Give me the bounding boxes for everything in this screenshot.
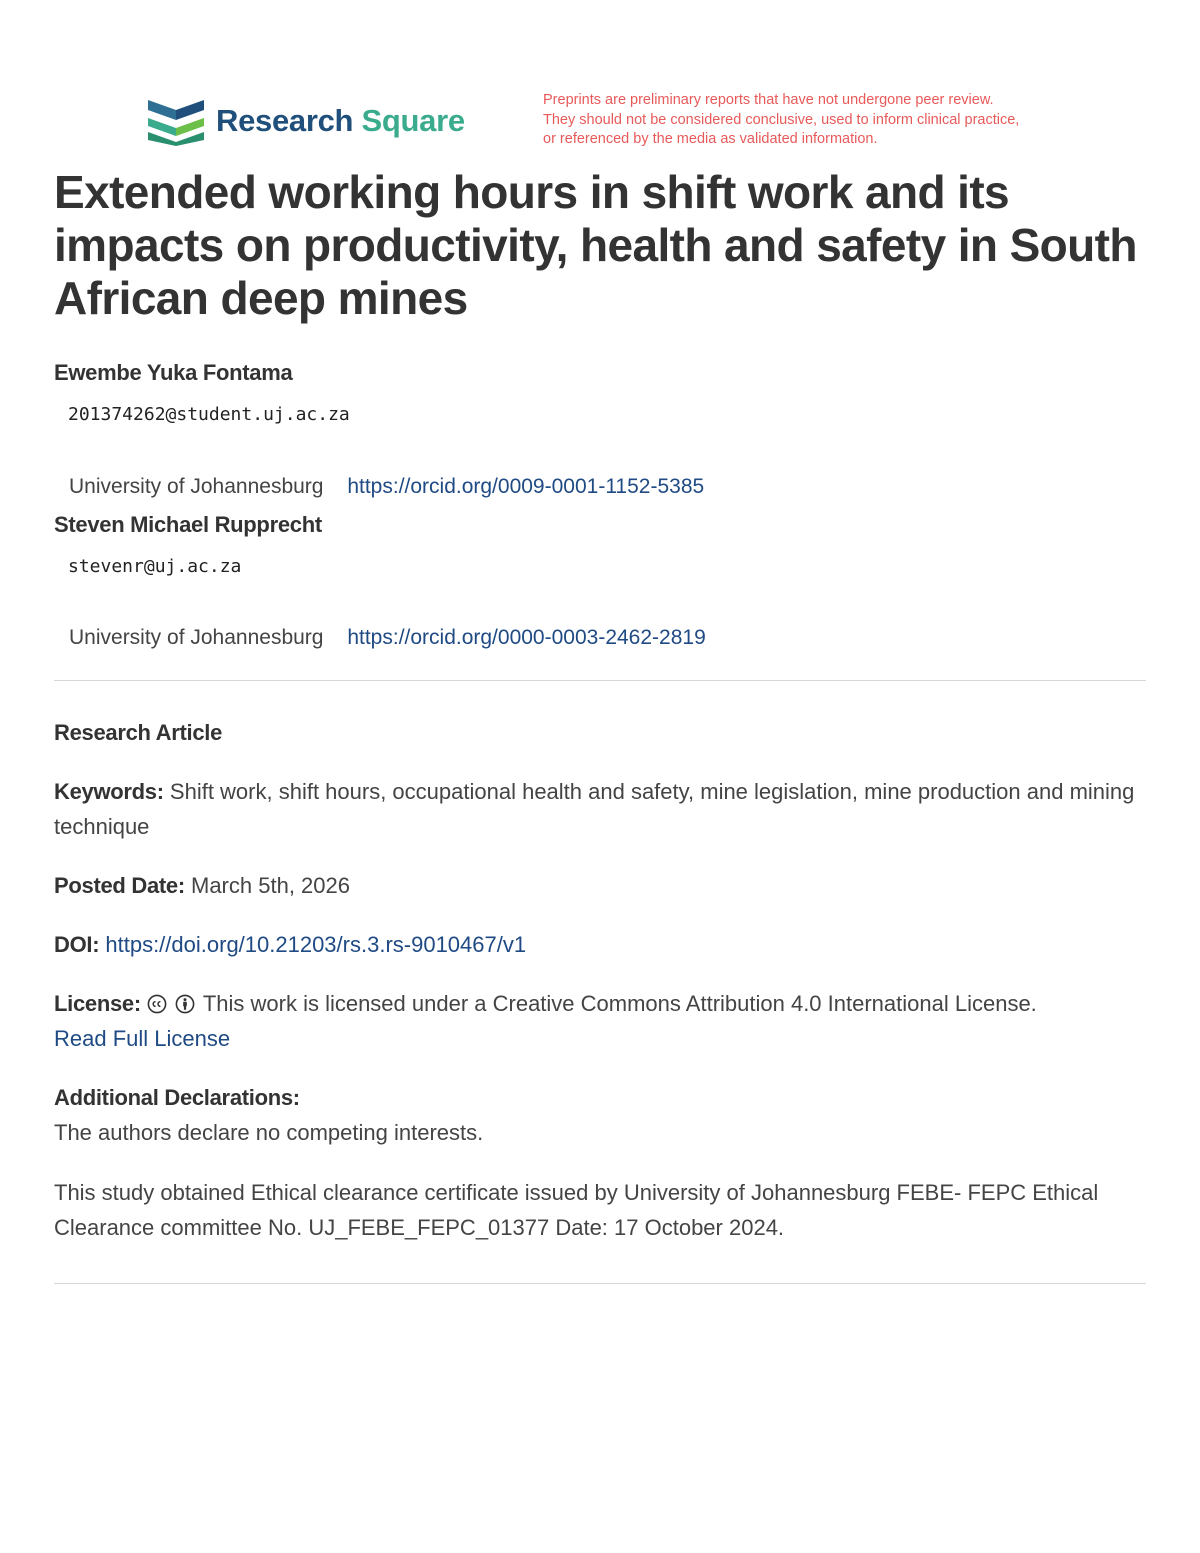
read-full-license-link[interactable]: Read Full License (54, 1026, 231, 1051)
cc-icon (147, 994, 167, 1014)
brand-word-square: Square (361, 103, 465, 138)
research-square-logo[interactable] (146, 96, 465, 146)
disclaimer-line: They should not be considered conclusive, used to inform clinical practice, (543, 111, 1020, 128)
author-affiliation (69, 475, 704, 499)
title-line: impacts on productivity, health and safety in South (54, 219, 1137, 271)
preprint-disclaimer (543, 91, 1103, 150)
disclaimer-line: or referenced by the media as validated information. (543, 131, 878, 147)
declaration-competing-interests: The authors declare no competing interests. (54, 1120, 484, 1145)
article-type-label: Research Article (54, 720, 223, 745)
disclaimer-line: Preprints are preliminary reports that have not undergone peer review. (543, 92, 994, 108)
affiliation-name: University of Johannesburg (69, 626, 324, 649)
author-affiliation (69, 626, 706, 650)
author-email[interactable]: 201374262@student.uj.ac.za (68, 404, 350, 425)
author-name: Ewembe Yuka Fontama (54, 360, 293, 385)
declarations-label: Additional Declarations: (54, 1085, 300, 1110)
license-label: License: (54, 991, 141, 1016)
doi (54, 927, 1146, 962)
section-divider (54, 1283, 1146, 1284)
brand-word-research: Research (216, 103, 354, 138)
additional-declarations (54, 1080, 1146, 1150)
section-divider (54, 680, 1146, 681)
affiliation-name: University of Johannesburg (69, 475, 324, 498)
orcid-link[interactable]: https://orcid.org/0000-0003-2462-2819 (347, 626, 706, 649)
keywords-label: Keywords: (54, 779, 164, 804)
doi-label: DOI: (54, 932, 100, 957)
keywords (54, 774, 1146, 844)
ethics-text: This study obtained Ethical clearance certificate issued by University of Johannesburg FEBE- FEPC Ethical Clearance committee No. UJ_FEBE_FEPC_01377 Date: 17 October 2024. (54, 1180, 1099, 1240)
research-square-logo-icon (146, 96, 206, 146)
posted-date-value: March 5th, 2026 (191, 873, 350, 898)
license (54, 986, 1146, 1056)
article-type (54, 715, 1146, 750)
page-header (0, 0, 1200, 160)
doi-link[interactable]: https://doi.org/10.21203/rs.3.rs-9010467/v1 (105, 932, 527, 957)
title-line: African deep mines (54, 272, 468, 324)
author-email[interactable]: stevenr@uj.ac.za (68, 556, 242, 577)
article-title (54, 166, 1154, 325)
title-line: Extended working hours in shift work and its (54, 166, 1010, 218)
keywords-value: Shift work, shift hours, occupational health and safety, mine legislation, mine production and mining technique (54, 779, 1135, 839)
author-name: Steven Michael Rupprecht (54, 512, 322, 537)
license-text: This work is licensed under a Creative Commons Attribution 4.0 International License. (202, 991, 1037, 1016)
orcid-link[interactable]: https://orcid.org/0009-0001-1152-5385 (347, 475, 705, 498)
posted-date (54, 868, 1146, 903)
brand-name (216, 103, 465, 139)
ethics-statement (54, 1175, 1146, 1245)
posted-date-label: Posted Date: (54, 873, 185, 898)
by-icon (175, 994, 195, 1014)
